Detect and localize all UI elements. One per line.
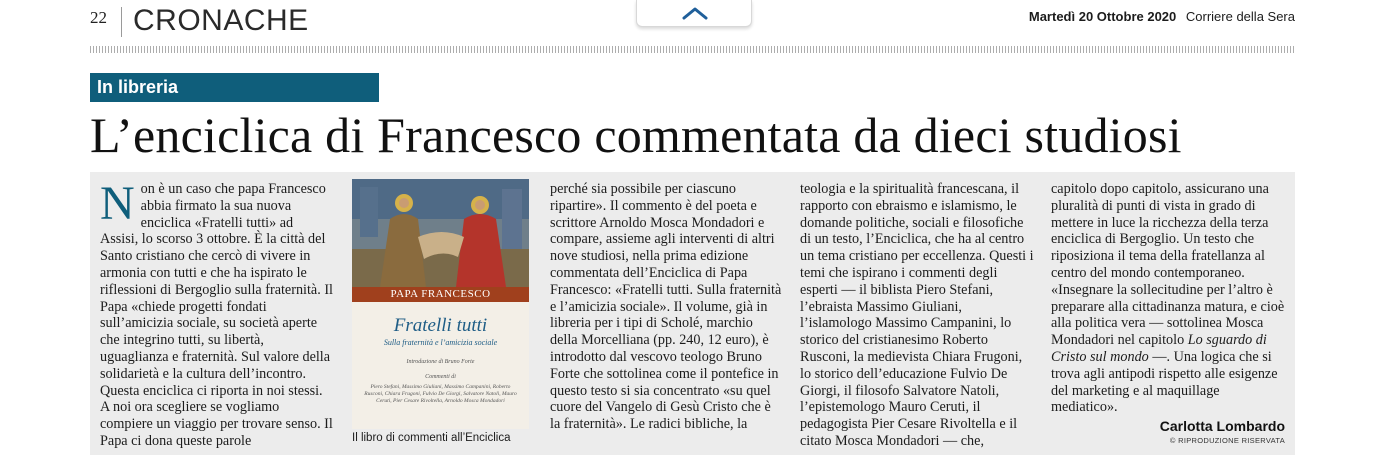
newspaper-name: Corriere della Sera [1185,9,1295,24]
paragraph-text: —. Una logica che si trova agli antipodi rispetto alle esigenze del marketing e al maquillage mediatico». [1051,348,1278,416]
kicker-box [90,73,379,102]
article-column-1 [100,177,334,450]
figure-caption: Il libro di commenti all’Enciclica [352,432,511,444]
scroll-up-button[interactable] [636,0,752,27]
paragraph: A noi ora scegliere se vogliamo compiere un viaggio per trovare senso. Il Papa ci dona queste parole [100,399,333,449]
paragraph: capitolo dopo capitolo, assicurano una pluralità di punti di vista in grado di mettere in luce la ricchezza della terza enciclica di Bergoglio. Un testo che riposiziona il tema della fratellanza al centro del mondo contemporaneo. [1051,181,1269,281]
chevron-up-icon [682,7,708,20]
cover-subtitle: Sulla fraternità e l’amicizia sociale [383,338,498,347]
drop-cap: N [100,177,135,230]
page-number: 22 [90,8,107,27]
cover-author: PAPA FRANCESCO [390,288,491,300]
chapter-title: Lo sguardo di Cristo sul mondo [1051,332,1267,365]
cover-introduction: Introduzione di Bruno Forte [406,359,475,365]
cover-contributors: Piero Stefani, Massimo Giuliani, Massimo Campanini, Roberto Rusconi, Chiara Frugoni, Fulvio De Giorgi, Salvatore Natoli, Mauro Ceruti, Pier Cesare Rivoltella, Arnoldo Mosca Mondadori [364,384,517,404]
article-column-5 [1051,181,1285,416]
headline: L’enciclica di Francesco commentata da dieci studiosi [90,107,1182,163]
header-rule [90,46,1295,53]
header-divider [121,7,122,37]
article-body [90,172,1295,455]
issue-date: Martedì 20 Ottobre 2020 [1028,9,1177,24]
dateline [1029,9,1295,24]
paragraph: perché sia possibile per ciascuno ripartire». Il commento è del poeta e scrittore Arnoldo Mosca Mondadori e compare, assieme agli interventi di altri nove studiosi, nella prima edizione commentata dell’Enciclica di Papa Francesco: «Fratelli tutti. Sulla fraternità e l’amicizia sociale». Il volume, già in libreria per i tipi di Scholé, marchio della Morcelliana (pp. 240, 12 euro), è introdotto dal vescovo teologo Bruno Forte che sottolinea come il pontefice in questo testo si sia concentrato «su quel cuore del Vangelo di Gesù Cristo che è la fraternità». Le radici bibliche, la [550,181,782,433]
book-cover-image[interactable] [352,179,529,429]
kicker-label: In libreria [97,77,179,97]
book-figure [352,179,529,429]
paragraph [1051,282,1285,416]
cover-title: Fratelli tutti [393,315,488,336]
paragraph-text: on è un caso che papa Francesco abbia firmato la sua nuova enciclica «Fratelli tutti» ad Assisi, lo scorso 3 ottobre. È la città del Santo cristiano che cercò di vivere in armonia con tutti e che ha ispirato le riflessioni di Bergoglio sulla fraternità. Il Papa «chiede progetti fondati sull’amicizia sociale, su società aperte che integrino tutti, su libertà, uguaglianza e fraternità. Sul valore della solidarietà e la cultura dell’incontro. Questa enciclica ci riporta in noi stessi. [100,181,333,399]
cover-comments-label: Commenti di [425,374,456,380]
paragraph-text: «Insegnare la sollecitudine per l’altro è preparare alla cittadinanza matura, e cioè alla politica vera — sottolinea Mosca Mondadori nel capitolo [1051,281,1285,349]
article-column-3 [550,181,784,433]
page-header [0,0,1379,40]
fresco-illustration [352,179,529,287]
section-title: CRONACHE [133,4,309,37]
author-byline: Carlotta Lombardo [1159,418,1285,434]
paragraph: teologia e la spiritualità francescana, il rapporto con ebraismo e islamismo, le domande politiche, sociali e filosofiche di un testo, l’Enciclica, che ha al centro un tema cristiano per eccellenza. Questi i temi che ispirano i commenti degli esperti — il biblista Piero Stefani, l’ebraista Massimo Giuliani, l’islamologo Massimo Campanini, lo storico del cristianesimo Roberto Rusconi, la medievista Chiara Frugoni, lo storico dell’educazione Fulvio De Giorgi, il filosofo Salvatore Natoli, l’epistemologo Mauro Ceruti, il pedagogista Pier Cesare Rivoltella e il citato Mosca Mondadori — che, [800,181,1034,449]
paragraph [100,177,334,399]
copyright-notice: © RIPRODUZIONE RISERVATA [1169,436,1285,445]
article-column-4 [800,181,1034,450]
